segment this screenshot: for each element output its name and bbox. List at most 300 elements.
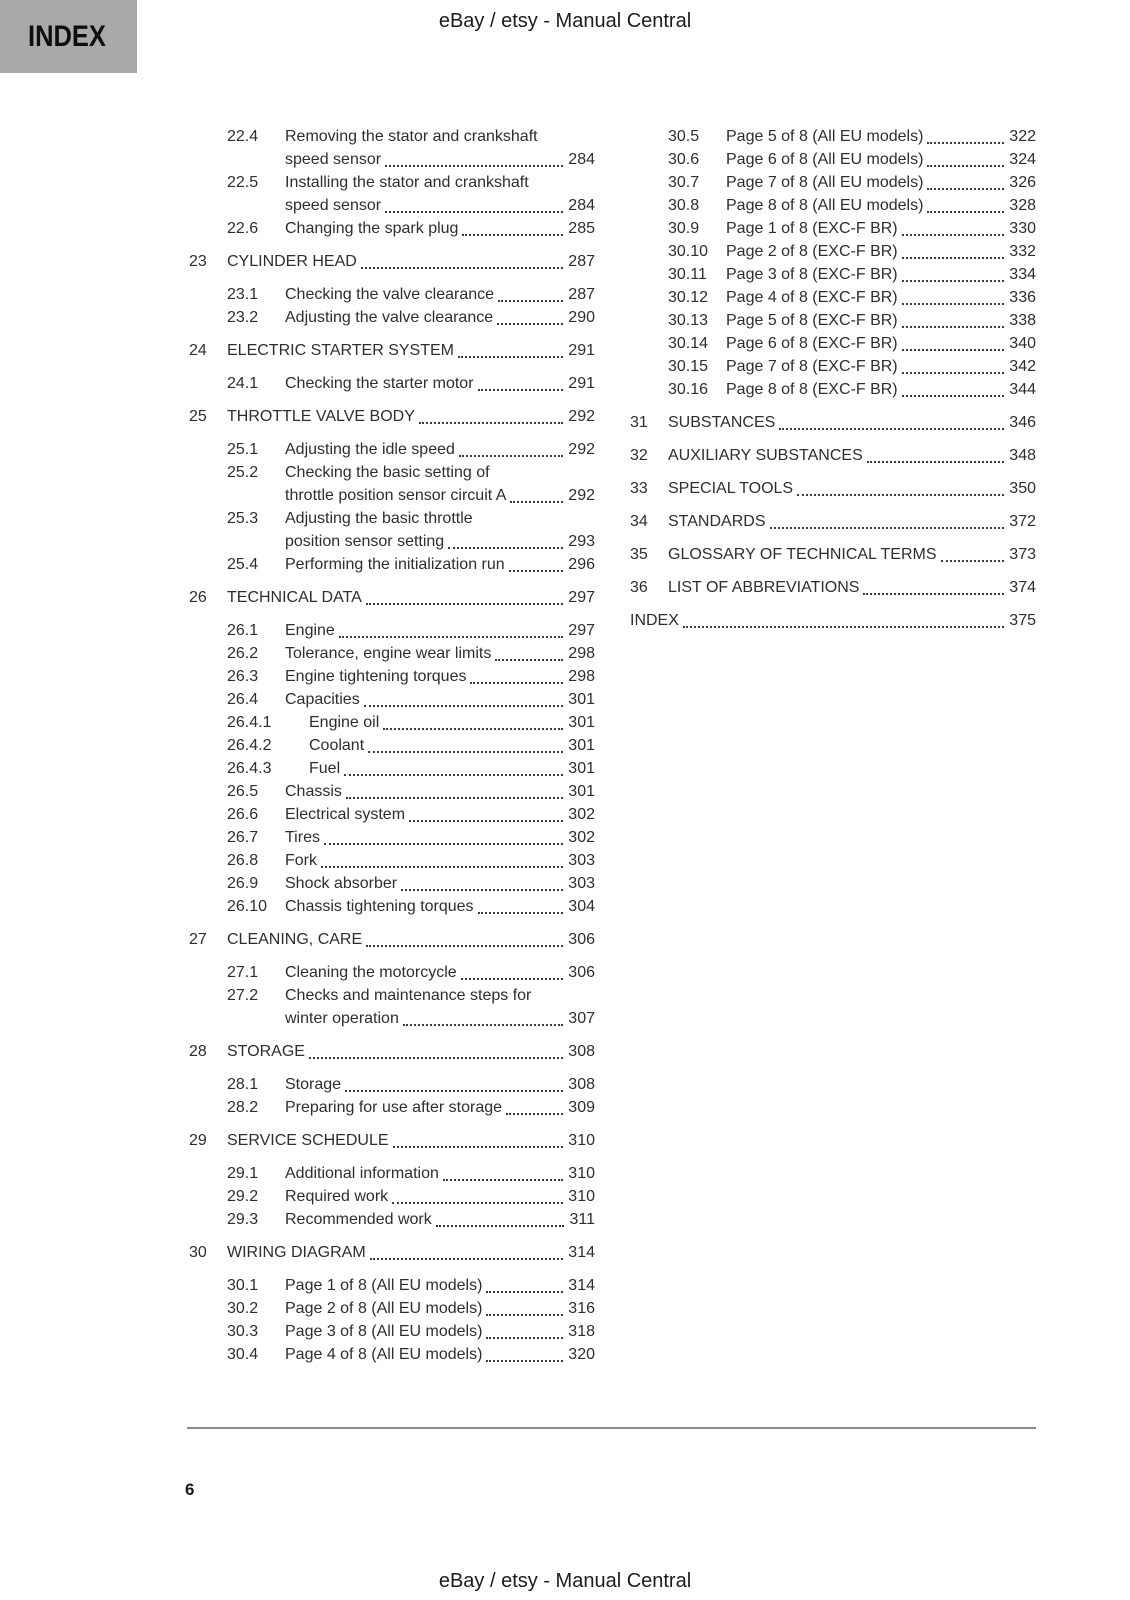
toc-entry-page: 316	[568, 1300, 595, 1317]
toc-entry-page: 330	[1009, 220, 1036, 237]
dot-leader	[458, 356, 563, 358]
toc-entry-title: CYLINDER HEAD	[227, 253, 357, 270]
dot-leader	[448, 547, 563, 549]
toc-entry	[227, 872, 595, 895]
toc-entry-number: 30.15	[668, 358, 709, 375]
toc-entry-title: throttle position sensor circuit A	[285, 487, 507, 504]
toc-entry	[189, 928, 595, 951]
toc-entry-title: Fork	[285, 852, 317, 869]
toc-entry-number: 23	[189, 253, 207, 270]
dot-leader	[927, 165, 1004, 167]
toc-entry	[668, 217, 1036, 240]
toc-entry-number: 29.1	[227, 1165, 259, 1182]
toc-entry-page: 346	[1009, 414, 1036, 431]
toc-entry-title: Additional information	[285, 1165, 439, 1182]
toc-entry-number: 25	[189, 408, 207, 425]
toc-entry	[227, 1162, 595, 1185]
toc-entry	[630, 411, 1036, 434]
toc-entry	[668, 148, 1036, 171]
toc-entry-page: 292	[568, 487, 595, 504]
dot-leader	[393, 1146, 564, 1148]
toc-entry-number: 28.2	[227, 1099, 259, 1116]
toc-entry-title: Page 7 of 8 (All EU models)	[726, 174, 924, 191]
toc-entry	[630, 477, 1036, 500]
dot-leader	[339, 636, 563, 638]
dot-leader	[409, 820, 563, 822]
toc-entry	[189, 586, 595, 609]
toc-entry-title: SERVICE SCHEDULE	[227, 1132, 389, 1149]
toc-entry-title: speed sensor	[285, 151, 382, 168]
dot-leader	[470, 682, 563, 684]
toc-entry	[227, 757, 595, 780]
toc-entry-number: 26.10	[227, 898, 268, 915]
toc-entry-page: 328	[1009, 197, 1036, 214]
toc-entry	[227, 895, 595, 918]
toc-entry-number: 30.8	[668, 197, 700, 214]
toc-entry-title: Shock absorber	[285, 875, 398, 892]
toc-entry-number: 30.9	[668, 220, 700, 237]
dot-leader	[797, 494, 1004, 496]
toc-entry	[227, 826, 595, 849]
toc-entry-page: 303	[568, 852, 595, 869]
toc-entry-page: 310	[568, 1188, 595, 1205]
toc-entry-number: 26.3	[227, 668, 259, 685]
toc-entry-page: 298	[568, 645, 595, 662]
toc-entry	[227, 553, 595, 576]
toc-entry	[630, 510, 1036, 533]
toc-entry-page: 287	[568, 286, 595, 303]
dot-leader	[863, 593, 1004, 595]
toc-entry-title: Page 6 of 8 (All EU models)	[726, 151, 924, 168]
toc-entry-title: Tolerance, engine wear limits	[285, 645, 492, 662]
toc-entry-number: 30.13	[668, 312, 709, 329]
toc-entry-title: Adjusting the idle speed	[285, 441, 455, 458]
toc-entry-number: 26.4.1	[227, 714, 272, 731]
dot-leader	[927, 142, 1004, 144]
toc-entry-title: Page 4 of 8 (All EU models)	[285, 1346, 483, 1363]
toc-entry	[668, 240, 1036, 263]
toc-entry-number: 29.2	[227, 1188, 259, 1205]
toc-entry-title: ELECTRIC STARTER SYSTEM	[227, 342, 454, 359]
toc-entry-page: 303	[568, 875, 595, 892]
toc-entry-number: 25.3	[227, 510, 259, 527]
toc-entry-page: 350	[1009, 480, 1036, 497]
dot-leader	[309, 1057, 563, 1059]
toc-entry-page: 326	[1009, 174, 1036, 191]
dot-leader	[436, 1225, 565, 1227]
toc-entry	[227, 984, 595, 1030]
dot-leader	[383, 728, 563, 730]
toc-entry-page: 293	[568, 533, 595, 550]
dot-leader	[506, 1113, 563, 1115]
dot-leader	[510, 501, 563, 503]
toc-entry-number: 29.3	[227, 1211, 259, 1228]
toc-entry	[227, 125, 595, 171]
toc-entry	[227, 372, 595, 395]
toc-entry-title: Coolant	[309, 737, 365, 754]
toc-entry-page: 301	[568, 691, 595, 708]
toc-entry-title: GLOSSARY OF TECHNICAL TERMS	[668, 546, 937, 563]
dot-leader	[902, 326, 1005, 328]
toc-entry	[668, 286, 1036, 309]
toc-entry-page: 291	[568, 375, 595, 392]
toc-entry	[227, 961, 595, 984]
toc-entry-number: 30.14	[668, 335, 709, 352]
dot-leader	[364, 705, 564, 707]
page-header-title: eBay / etsy - Manual Central	[438, 10, 692, 32]
toc-entry-title: Adjusting the valve clearance	[285, 309, 494, 326]
toc-entry-title: Page 5 of 8 (All EU models)	[726, 128, 924, 145]
toc-entry-page: 314	[568, 1277, 595, 1294]
toc-entry-page: 332	[1009, 243, 1036, 260]
toc-entry-page: 292	[568, 408, 595, 425]
toc-entry	[227, 1297, 595, 1320]
toc-entry-page: 285	[568, 220, 595, 237]
toc-entry-page: 344	[1009, 381, 1036, 398]
toc-entry-title: Engine oil	[309, 714, 380, 731]
toc-entry	[227, 803, 595, 826]
toc-column-right	[630, 125, 1036, 642]
dot-leader	[486, 1337, 563, 1339]
toc-entry	[227, 306, 595, 329]
toc-entry	[227, 1096, 595, 1119]
toc-entry-page: 292	[568, 441, 595, 458]
toc-entry-number: 29	[189, 1132, 207, 1149]
toc-entry-title: CLEANING, CARE	[227, 931, 363, 948]
toc-entry-title: Page 2 of 8 (All EU models)	[285, 1300, 483, 1317]
dot-leader	[462, 234, 563, 236]
toc-entry-title: Preparing for use after storage	[285, 1099, 503, 1116]
toc-entry-number: 30.11	[668, 266, 707, 283]
toc-entry-page: 375	[1009, 612, 1036, 629]
dot-leader	[927, 211, 1004, 213]
toc-entry-number: 22.4	[227, 128, 259, 145]
dot-leader	[902, 303, 1005, 305]
toc-entry-title: STORAGE	[227, 1043, 305, 1060]
toc-entry-number: 26.4.3	[227, 760, 272, 777]
toc-entry-page: 296	[568, 556, 595, 573]
toc-entry-page: 284	[568, 197, 595, 214]
dot-leader	[419, 422, 563, 424]
dot-leader	[478, 389, 564, 391]
toc-entry-title: AUXILIARY SUBSTANCES	[668, 447, 863, 464]
toc-entry-number: 26.4.2	[227, 737, 272, 754]
toc-entry-title: Page 2 of 8 (EXC-F BR)	[726, 243, 898, 260]
toc-entry-title: SPECIAL TOOLS	[668, 480, 794, 497]
dot-leader	[366, 603, 563, 605]
toc-entry-number: 30.3	[227, 1323, 259, 1340]
toc-entry	[668, 125, 1036, 148]
toc-entry-page: 311	[569, 1211, 595, 1228]
toc-entry-page: 302	[568, 829, 595, 846]
toc-entry	[227, 171, 595, 217]
toc-entry-page: 340	[1009, 335, 1036, 352]
dot-leader	[459, 455, 563, 457]
toc-entry-page: 373	[1009, 546, 1036, 563]
dot-leader	[385, 211, 563, 213]
dot-leader	[941, 560, 1005, 562]
toc-entry-title: Chassis tightening torques	[285, 898, 474, 915]
dot-leader	[495, 659, 563, 661]
toc-entry-number: 26.1	[227, 622, 259, 639]
toc-entry	[189, 339, 595, 362]
dot-leader	[486, 1314, 563, 1316]
toc-entry-number: 26.7	[227, 829, 259, 846]
toc-entry	[668, 355, 1036, 378]
dot-leader	[902, 349, 1005, 351]
toc-entry-title: Tires	[285, 829, 320, 846]
dot-leader	[321, 866, 563, 868]
toc-entry	[227, 642, 595, 665]
toc-entry-number: 28.1	[227, 1076, 259, 1093]
toc-entry-title: Electrical system	[285, 806, 406, 823]
toc-entry-page: 374	[1009, 579, 1036, 596]
dot-leader	[461, 978, 564, 980]
dot-leader	[478, 912, 564, 914]
toc-entry-title-line: Checks and maintenance steps for	[285, 987, 532, 1004]
toc-entry-number: 26.8	[227, 852, 259, 869]
toc-entry-page: 342	[1009, 358, 1036, 375]
toc-entry	[668, 263, 1036, 286]
toc-entry-title: Changing the spark plug	[285, 220, 459, 237]
toc-entry-page: 301	[568, 737, 595, 754]
toc-entry-number: 25.2	[227, 464, 259, 481]
dot-leader	[779, 428, 1004, 430]
toc-entry-title: Page 8 of 8 (EXC-F BR)	[726, 381, 898, 398]
toc-entry-title-line: Installing the stator and crankshaft	[285, 174, 529, 191]
toc-entry-title: Chassis	[285, 783, 342, 800]
toc-entry	[668, 309, 1036, 332]
toc-entry	[227, 734, 595, 757]
dot-leader	[324, 843, 563, 845]
toc-entry	[227, 688, 595, 711]
toc-entry-title: LIST OF ABBREVIATIONS	[668, 579, 860, 596]
toc-entry-number: 24	[189, 342, 207, 359]
toc-entry-title: Fuel	[309, 760, 341, 777]
toc-entry-title: Checking the starter motor	[285, 375, 474, 392]
toc-entry-number: 26.6	[227, 806, 259, 823]
dot-leader	[927, 188, 1004, 190]
toc-entry-number: 30.7	[668, 174, 700, 191]
toc-entry-page: 306	[568, 931, 595, 948]
toc-entry-number: 26.4	[227, 691, 259, 708]
toc-entry-title: Page 8 of 8 (All EU models)	[726, 197, 924, 214]
toc-entry	[668, 171, 1036, 194]
toc-entry-page: 290	[568, 309, 595, 326]
page-number: 6	[185, 1480, 195, 1499]
toc-entry	[630, 543, 1036, 566]
toc-entry-title: speed sensor	[285, 197, 382, 214]
dot-leader	[344, 774, 563, 776]
toc-entry-number: 30.12	[668, 289, 709, 306]
toc-entry-title: Recommended work	[285, 1211, 432, 1228]
toc-entry-title-line: Checking the basic setting of	[285, 464, 490, 481]
toc-entry	[189, 1040, 595, 1063]
toc-entry-number: 28	[189, 1043, 207, 1060]
toc-entry-page: 310	[568, 1132, 595, 1149]
toc-entry-number: 32	[630, 447, 648, 464]
toc-entry	[189, 1241, 595, 1264]
toc-entry-page: 310	[568, 1165, 595, 1182]
dot-leader	[498, 300, 563, 302]
toc-entry	[227, 711, 595, 734]
toc-entry-title: STANDARDS	[668, 513, 766, 530]
toc-entry	[227, 507, 595, 553]
toc-entry-number: 23.2	[227, 309, 259, 326]
toc-entry-title: Page 5 of 8 (EXC-F BR)	[726, 312, 898, 329]
dot-leader	[902, 372, 1005, 374]
toc-entry-number: 25.1	[227, 441, 259, 458]
toc-entry-title: WIRING DIAGRAM	[227, 1244, 366, 1261]
toc-entry-page: 304	[568, 898, 595, 915]
toc-entry-number: 30.2	[227, 1300, 259, 1317]
toc-entry-number: 22.5	[227, 174, 259, 191]
toc-entry-title: Checking the valve clearance	[285, 286, 495, 303]
toc-entry	[227, 1320, 595, 1343]
toc-entry-number: 26.2	[227, 645, 259, 662]
toc-entry-number: 22.6	[227, 220, 259, 237]
toc-entry	[227, 1274, 595, 1297]
toc-entry-page: 309	[568, 1099, 595, 1116]
toc-entry	[189, 1129, 595, 1152]
toc-entry-number: 30	[189, 1244, 207, 1261]
toc-entry-number: 30.6	[668, 151, 700, 168]
toc-entry	[189, 250, 595, 273]
toc-entry-title: Page 1 of 8 (All EU models)	[285, 1277, 483, 1294]
toc-entry-title: Engine	[285, 622, 335, 639]
dot-leader	[361, 267, 563, 269]
dot-leader	[392, 1202, 563, 1204]
dot-leader	[345, 1090, 563, 1092]
toc-entry-number: 27.1	[227, 964, 259, 981]
dot-leader	[902, 280, 1005, 282]
toc-entry	[668, 332, 1036, 355]
toc-entry-title: SUBSTANCES	[668, 414, 776, 431]
toc-entry-title: position sensor setting	[285, 533, 445, 550]
dot-leader	[401, 889, 563, 891]
toc-entry	[227, 461, 595, 507]
dot-leader	[770, 527, 1005, 529]
toc-entry-number: 36	[630, 579, 648, 596]
toc-entry	[227, 780, 595, 803]
toc-entry-title: Performing the initialization run	[285, 556, 505, 573]
dot-leader	[486, 1360, 563, 1362]
dot-leader	[902, 395, 1005, 397]
toc-entry-page: 324	[1009, 151, 1036, 168]
toc-entry-title: INDEX	[630, 612, 679, 629]
toc-entry-page: 348	[1009, 447, 1036, 464]
toc-column-left	[189, 125, 595, 1366]
toc-entry-page: 301	[568, 760, 595, 777]
toc-entry-title: Page 4 of 8 (EXC-F BR)	[726, 289, 898, 306]
toc-entry-title: Storage	[285, 1076, 342, 1093]
toc-entry-number: 26.9	[227, 875, 259, 892]
toc-entry-title-line: Removing the stator and crankshaft	[285, 128, 538, 145]
toc-entry-number: 25.4	[227, 556, 259, 573]
toc-entry-number: 30.1	[227, 1277, 259, 1294]
dot-leader	[403, 1024, 563, 1026]
toc-entry-page: 306	[568, 964, 595, 981]
toc-entry-number: 30.4	[227, 1346, 259, 1363]
toc-entry-page: 372	[1009, 513, 1036, 530]
toc-entry	[189, 405, 595, 428]
toc-entry	[227, 1185, 595, 1208]
toc-entry-number: 27	[189, 931, 207, 948]
dot-leader	[368, 751, 563, 753]
toc-entry	[227, 1208, 595, 1231]
toc-entry	[227, 619, 595, 642]
toc-entry-title: Page 7 of 8 (EXC-F BR)	[726, 358, 898, 375]
dot-leader	[346, 797, 563, 799]
toc-entry-title: THROTTLE VALVE BODY	[227, 408, 415, 425]
toc-entry-page: 297	[568, 622, 595, 639]
footer-divider	[187, 1427, 1036, 1429]
toc-entry-title: TECHNICAL DATA	[227, 589, 362, 606]
dot-leader	[902, 234, 1005, 236]
toc-entry	[227, 217, 595, 240]
toc-entry-number: 30.10	[668, 243, 709, 260]
toc-entry-page: 322	[1009, 128, 1036, 145]
toc-entry	[227, 849, 595, 872]
toc-entry	[668, 194, 1036, 217]
toc-entry	[630, 444, 1036, 467]
toc-entry-number: 30.5	[668, 128, 700, 145]
toc-entry	[227, 283, 595, 306]
toc-entry-page: 284	[568, 151, 595, 168]
toc-entry-number: 34	[630, 513, 648, 530]
toc-entry-page: 320	[568, 1346, 595, 1363]
toc-entry-page: 297	[568, 589, 595, 606]
toc-entry-page: 334	[1009, 266, 1036, 283]
toc-entry-page: 298	[568, 668, 595, 685]
toc-entry-title: Required work	[285, 1188, 389, 1205]
toc-entry	[630, 609, 1036, 632]
dot-leader	[497, 323, 563, 325]
index-tab-label: INDEX	[28, 19, 106, 53]
page-footer-title: eBay / etsy - Manual Central	[438, 1570, 692, 1592]
toc-entry	[227, 665, 595, 688]
toc-entry-title: Page 3 of 8 (EXC-F BR)	[726, 266, 898, 283]
dot-leader	[486, 1291, 563, 1293]
dot-leader	[867, 461, 1005, 463]
toc-entry-number: 35	[630, 546, 648, 563]
toc-entry-page: 291	[568, 342, 595, 359]
dot-leader	[366, 945, 563, 947]
toc-entry-title: winter operation	[285, 1010, 399, 1027]
toc-entry-page: 308	[568, 1076, 595, 1093]
toc-entry-page: 307	[568, 1010, 595, 1027]
toc-entry-title: Page 3 of 8 (All EU models)	[285, 1323, 483, 1340]
dot-leader	[385, 165, 563, 167]
toc-entry-title: Cleaning the motorcycle	[285, 964, 457, 981]
dot-leader	[683, 626, 1004, 628]
toc-entry-number: 26	[189, 589, 207, 606]
toc-entry-title: Engine tightening torques	[285, 668, 467, 685]
toc-entry-number: 26.5	[227, 783, 259, 800]
toc-entry-number: 24.1	[227, 375, 259, 392]
toc-entry	[227, 1073, 595, 1096]
toc-entry-number: 31	[630, 414, 648, 431]
toc-entry-page: 336	[1009, 289, 1036, 306]
toc-entry-number: 23.1	[227, 286, 259, 303]
toc-entry-page: 301	[568, 714, 595, 731]
toc-entry	[227, 1343, 595, 1366]
dot-leader	[509, 570, 564, 572]
dot-leader	[443, 1179, 563, 1181]
toc-entry-title-line: Adjusting the basic throttle	[285, 510, 473, 527]
toc-entry-page: 318	[568, 1323, 595, 1340]
toc-entry-page: 287	[568, 253, 595, 270]
